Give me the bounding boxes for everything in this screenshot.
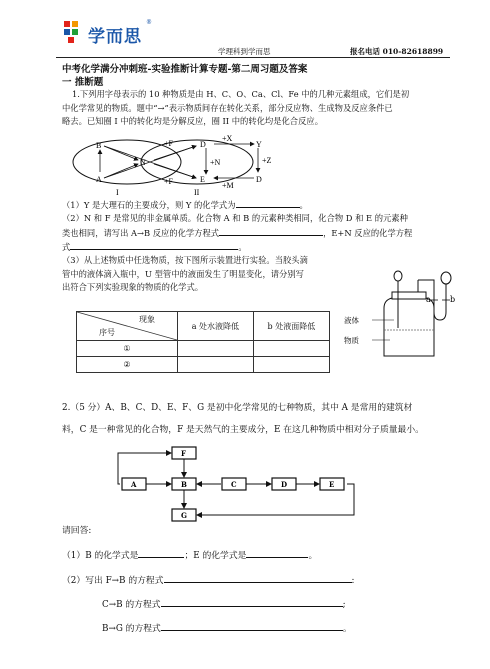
box-label-e: E (329, 480, 335, 489)
answer-blank[interactable] (161, 621, 343, 631)
table-cell[interactable] (178, 341, 254, 357)
apparatus-label-b: b (450, 295, 456, 304)
q1-intro-line1: 1.下列用字母表示的 10 种物质是由 H、C、O、Ca、Cl、Fe 中的几种元素组成，它们是初 (72, 89, 410, 99)
q2-answer-1: （1）B 的化学式是 ；E 的化学式是 。 (62, 545, 317, 567)
table-cell[interactable] (253, 341, 329, 357)
q1-intro (62, 88, 452, 129)
q1-sub2-line3: 式 。 (62, 242, 247, 252)
table-row (77, 357, 330, 373)
page-title: 中考化学满分冲刺班-实验推断计算专题-第二周习题及答案 (62, 64, 308, 75)
q1-intro-line3: 略去。已知圈 I 中的转化均是分解反应，圈 II 中的转化均是化合反应。 (62, 116, 323, 126)
q2-intro (62, 397, 458, 441)
logo-text: 学而思 (88, 27, 142, 47)
answer-blank[interactable] (164, 573, 352, 583)
table-header-a: a 处水液降低 (178, 312, 254, 341)
logo-registered: ® (146, 19, 152, 26)
box-label-d: D (281, 480, 288, 489)
answer-blank[interactable] (246, 548, 308, 558)
box-label-c: C (231, 480, 237, 489)
circle-label-ii: II (194, 188, 200, 196)
answer-blank[interactable] (70, 240, 238, 250)
punct: 。 (299, 200, 308, 210)
q2-answer-3: C→B 的方程式 ; (102, 594, 346, 616)
box-label-a: A (131, 480, 137, 489)
table-row (77, 341, 330, 357)
q2-answer-intro: 请回答: (62, 526, 92, 536)
q1-sub2 (62, 212, 452, 255)
header-rule (56, 57, 450, 58)
table-header-number: 序号 (99, 328, 115, 337)
table-header-b: b 处液面降低 (253, 312, 329, 341)
box-label-g: G (181, 511, 187, 520)
q1-sub3 (62, 254, 342, 295)
label-plus-m: +M (222, 181, 234, 190)
answer-blank[interactable] (138, 548, 184, 558)
apparatus-label-a: a (426, 295, 431, 304)
q1-sub1-text: （1）Y 是大理石的主要成分，则 Y 的化学式为 (62, 200, 236, 210)
label-plus-x: +X (222, 134, 233, 143)
section-heading: 一 推断题 (62, 77, 104, 88)
answer-blank[interactable] (219, 226, 323, 236)
answer-blank[interactable] (161, 597, 343, 607)
apparatus-label-liquid: 液体 (344, 316, 359, 325)
q1-intro-line2: 中化学常见的物质。题中“→”表示物质间存在转化关系，部分反应物、生成物及反应条件已 (62, 102, 393, 113)
apparatus-diagram (342, 268, 460, 360)
q1-circle-diagram (72, 134, 302, 196)
apparatus-label-solid: 物质 (344, 336, 359, 345)
table-row-number: ② (77, 357, 178, 373)
label-plus-n: +N (210, 158, 221, 167)
diagonal-line (77, 312, 177, 340)
label-plus-z: +Z (262, 156, 272, 165)
label-plus-f-top: +F (164, 139, 173, 148)
logo-mark-icon (62, 19, 86, 45)
q2-flow-diagram (116, 445, 366, 527)
logo (62, 19, 172, 47)
label-e: E (200, 175, 205, 184)
table-corner-cell (77, 312, 178, 341)
label-plus-f-bottom: +F (164, 177, 173, 186)
circle-label-i: I (116, 188, 119, 196)
table-header-phenomenon: 现象 (139, 315, 155, 324)
answer-blank[interactable] (236, 198, 300, 208)
label-y: Y (256, 140, 262, 149)
header-phone: 报名电话 010-82618899 (350, 47, 444, 56)
q1-sub1 (62, 198, 308, 213)
table-cell[interactable] (253, 357, 329, 373)
box-label-f: F (181, 449, 186, 458)
table-cell[interactable] (178, 357, 254, 373)
q2-intro-line1: 2.（5 分）A、B、C、D、E、F、G 是初中化学常见的七种物质，其中 A 是常用的建筑材 (62, 403, 413, 413)
box-label-b: B (181, 480, 187, 489)
label-d-right: D (256, 175, 262, 184)
label-a: A (96, 175, 102, 184)
q2-answer-2: （2）写出 F→B 的方程式 : (62, 570, 354, 592)
phenomenon-table (76, 311, 330, 373)
label-d: D (200, 140, 206, 149)
q1-sub3-line2: 管中的液体滴入瓶中，U 型管中的液面发生了明显变化，请分别写 (62, 268, 304, 279)
q2-intro-line2: 料，C 是一种常见的化合物，F 是天然气的主要成分，E 在这几种物质中相对分子质量最小。 (62, 425, 424, 435)
q1-sub2-line1: （2）N 和 F 是常见的非金属单质。化合物 A 和 B 的元素种类相同，化合物 D 和 E 的元素种 (62, 213, 408, 223)
q2-answer-4: B→G 的方程式 。 (102, 618, 352, 640)
header-slogan: 学理科到学而思 (218, 47, 271, 56)
q1-sub3-line3: 出符合下列实验现象的物质的化学式。 (62, 282, 204, 292)
q1-sub2-line2: 类也相同，请写出 A→B 反应的化学方程式 ，E+N 反应的化学方程 (62, 227, 413, 238)
q1-sub3-line1: （3）从上述物质中任选物质，按下图所示装置进行实验。当胶头滴 (62, 255, 308, 265)
label-b: B (96, 141, 102, 150)
label-n: N (140, 158, 146, 167)
table-row-number: ① (77, 341, 178, 357)
